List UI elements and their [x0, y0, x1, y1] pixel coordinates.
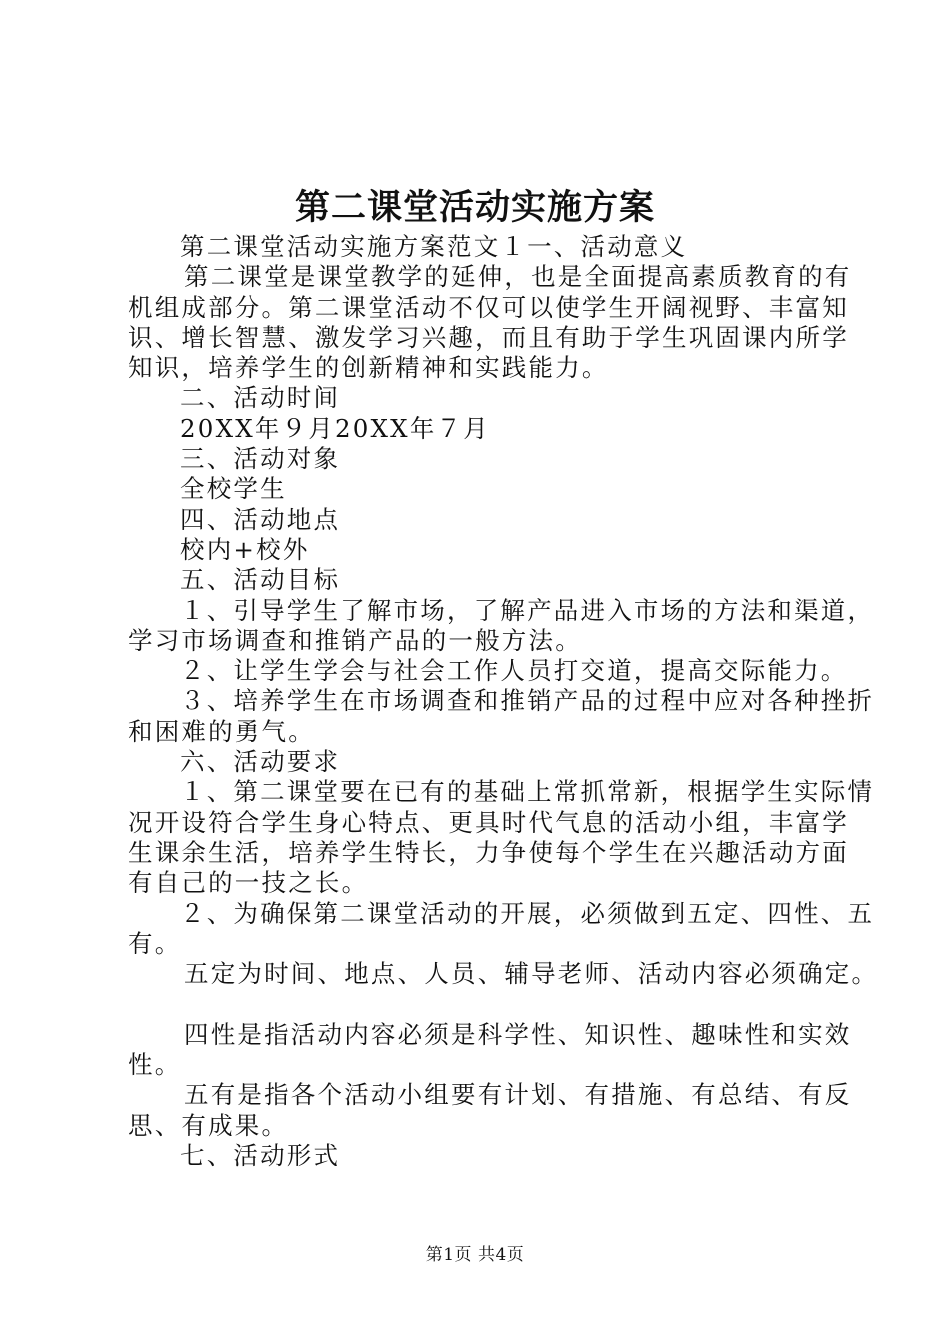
section-heading: 六、活动要求 — [180, 747, 341, 777]
section-heading: 四、活动地点 — [180, 504, 341, 534]
paragraph-line: 性。 — [128, 1050, 182, 1080]
paragraph-line: 第二课堂活动实施方案范文１一、活动意义 — [180, 232, 688, 261]
blank-line — [128, 989, 848, 1019]
paragraph-line: 五有是指各个活动小组要有计划、有措施、有总结、有反 — [184, 1080, 852, 1110]
paragraph-line: 识、增长智慧、激发学习兴趣，而且有助于学生巩固课内所学 — [128, 322, 849, 352]
paragraph-line: 学习市场调查和推销产品的一般方法。 — [128, 625, 582, 655]
paragraph-line: ２、让学生学会与社会工作人员打交道，提高交际能力。 — [180, 656, 848, 686]
paragraph-line: 全校学生 — [180, 474, 287, 504]
paragraph-line: 有自己的一技之长。 — [128, 868, 369, 898]
paragraph-line: 知识，培养学生的创新精神和实践能力。 — [128, 353, 609, 383]
paragraph-line: 四性是指活动内容必须是科学性、知识性、趣味性和实效 — [184, 1019, 852, 1049]
paragraph-line: 和困难的勇气。 — [128, 716, 315, 746]
paragraph-line: ２、为确保第二课堂活动的开展，必须做到五定、四性、五 — [180, 898, 875, 928]
paragraph-line: 校内+校外 — [180, 534, 310, 564]
paragraph-line: 机组成部分。第二课堂活动不仅可以使学生开阔视野、丰富知 — [128, 292, 849, 322]
paragraph-line: 况开设符合学生身心特点、更具时代气息的活动小组，丰富学 — [128, 807, 849, 837]
section-heading: 二、活动时间 — [180, 383, 341, 413]
paragraph-line: 20XX年９月20XX年７月 — [180, 413, 490, 443]
paragraph-line: 五定为时间、地点、人员、辅导老师、活动内容必须确定。 — [184, 959, 879, 989]
page-number-footer: 第1页 共4页 — [425, 1245, 525, 1265]
section-heading: 七、活动形式 — [180, 1140, 341, 1170]
paragraph-line: １、引导学生了解市场，了解产品进入市场的方法和渠道， — [180, 595, 875, 625]
document-body — [128, 232, 879, 1171]
paragraph-line: １、第二课堂要在已有的基础上常抓常新，根据学生实际情 — [180, 777, 875, 807]
paragraph-line: 生课余生活，培养学生特长，力争使每个学生在兴趣活动方面 — [128, 837, 849, 867]
section-heading: 五、活动目标 — [180, 565, 341, 595]
paragraph-line: 第二课堂是课堂教学的延伸，也是全面提高素质教育的有 — [184, 262, 852, 292]
paragraph-line: 思、有成果。 — [128, 1110, 289, 1140]
paragraph-line: 有。 — [128, 928, 182, 958]
page-title: 第二课堂活动实施方案 — [294, 187, 655, 228]
section-heading: 三、活动对象 — [180, 444, 341, 474]
paragraph-line: ３、培养学生在市场调查和推销产品的过程中应对各种挫折 — [180, 686, 875, 716]
